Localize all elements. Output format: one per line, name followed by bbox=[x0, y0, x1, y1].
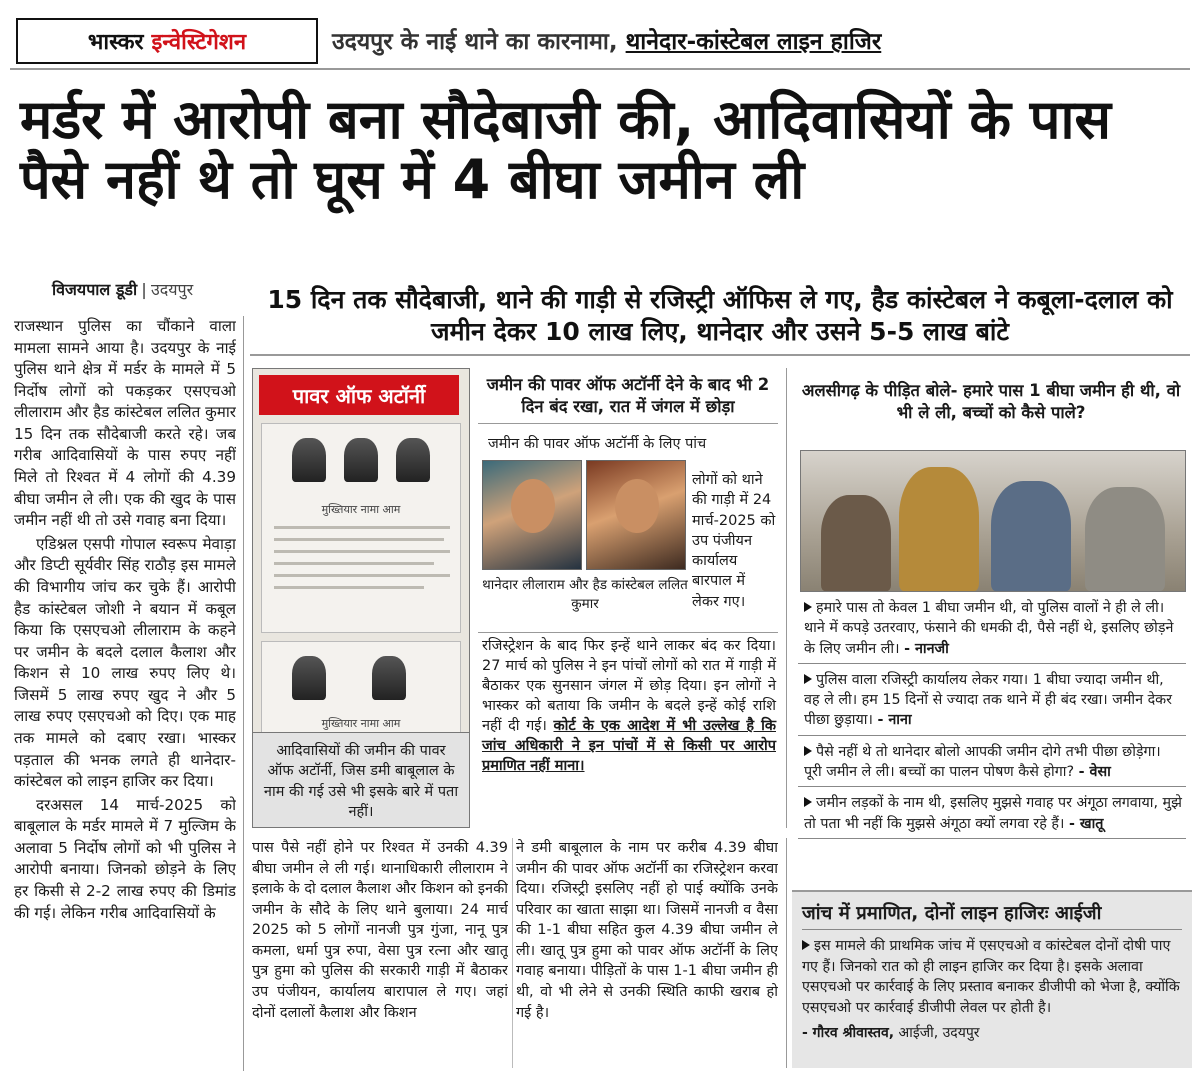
document-page-1 bbox=[261, 423, 461, 633]
byline-city: उदयपुर bbox=[150, 280, 194, 299]
ig-designation: आईजी, उदयपुर bbox=[898, 1024, 980, 1041]
person-figure bbox=[821, 495, 891, 591]
quote-speaker: - नानजी bbox=[904, 640, 949, 657]
column-divider bbox=[786, 368, 787, 828]
subheadline: 15 दिन तक सौदेबाजी, थाने की गाड़ी से रजिस्ट्री ऑफिस ले गए, हैड कांस्टेबल ने कबूला-दलाल को जमीन देकर 10 लाख लिए, थानेदार और उसने 5-5 लाख बांटे bbox=[250, 284, 1190, 356]
side-text: लोगों को थाने की गाड़ी में 24 मार्च-2025 को उप पंजीयन कार्यालय बारपाल में लेकर गए। bbox=[692, 472, 776, 610]
person-figure bbox=[899, 467, 979, 591]
quote-text: हमारे पास तो केवल 1 बीघा जमीन थी, वो पुलिस वालों ने ही ले ली। थाने में कपड़े उतरवाए, फंसाने की धमकी दी, पैसे नहीं थे, इसलिए छोड़ने के लिए जमीन ली। bbox=[804, 600, 1174, 657]
continuation-column: पास पैसे नहीं होने पर रिश्वत में उनकी 4.39 बीघा जमीन ले ली गई। थानाधिकारी लीलाराम ने इलाके के दो दलाल कैलाश और किशन को इनकी जमीन के सौदे के लिए थाने बुलाया। 24 मार्च 2025 को 5 लोगों नानजी पुत्र गुंजा, नानू पुत्र कमला, धर्मा पुत्र रुपा, वेसा पुत्र रत्ना और खातू पुत्र हुमा को पुलिस की सरकारी गाड़ी में बैठाकर उप पंजीयन, कार्यालय बारापाल ले गए। जहां दोनों दलालों कैलाश और किशन bbox=[252, 840, 508, 1021]
kicker-line bbox=[332, 24, 881, 56]
mugshot-photo bbox=[292, 438, 326, 482]
person-figure bbox=[1085, 487, 1165, 591]
byline-author: विजयपाल डूडी bbox=[52, 280, 138, 299]
ig-statement-text: इस मामले की प्राथमिक जांच में एसएचओ व कांस्टेबल दोनों दोषी पाए गए हैं। जिनको रात को ही लाइन हाजिर कर दिया है। इसके अलावा एसएचओ पर कार्रवाई के लिए प्रस्ताव बनाकर डीजीपी को भेजा है, क्योंकि एसएचओ पर कार्रवाई डीजीपी लेवल पर होती है। bbox=[802, 938, 1180, 1017]
ig-name: - गौरव श्रीवास्तव, bbox=[802, 1024, 895, 1041]
bullet-icon bbox=[804, 602, 812, 612]
quote-speaker: - नाना bbox=[877, 712, 912, 729]
mugshot-photo bbox=[344, 438, 378, 482]
column-divider bbox=[243, 316, 244, 1071]
victims-photo bbox=[800, 450, 1186, 592]
court-order-highlight: कोर्ट के एक आदेश में भी उल्लेख है कि जांच अधिकारी ने इन पांचों में से किसी पर आरोप प्रमाणित नहीं माना। bbox=[482, 718, 776, 774]
face bbox=[511, 479, 555, 533]
investigation-brand-box bbox=[16, 18, 318, 64]
headline: मर्डर में आरोपी बना सौदेबाजी की, आदिवासियों के पास पैसे नहीं थे तो घूस में 4 बीघा जमीन ली bbox=[20, 88, 1111, 212]
poa-title: पावर ऑफ अटॉर्नी bbox=[259, 375, 459, 415]
constable-photo bbox=[586, 460, 686, 570]
left-column-body bbox=[14, 316, 236, 1076]
mugshot-photo bbox=[372, 656, 406, 700]
ig-statement-box bbox=[792, 890, 1192, 1068]
bullet-icon bbox=[804, 746, 812, 756]
face bbox=[615, 479, 659, 533]
byline-separator: | bbox=[141, 280, 147, 299]
mugshot-photo bbox=[396, 438, 430, 482]
sho-photo bbox=[482, 460, 582, 570]
quote-text: जमीन लड़कों के नाम थी, इसलिए मुझसे गवाह पर अंगूठा लगवाया, मुझे तो पता भी नहीं कि मुझसे अंगूठा क्यों लगवा रहे हैं। bbox=[804, 795, 1182, 832]
body-paragraph: दरअसल 14 मार्च-2025 को बाबूलाल के मर्डर मामले में 7 मुल्जिम के अलावा 5 निर्दोष लोगों को भी पुलिस ने आरोपी बनाया। जिनको छोड़ने के लिए हर किसी से 2-2 लाख रुपए की डिमांड की गई। लेकिन गरीब आदिवासियों के bbox=[14, 795, 236, 922]
document-line bbox=[274, 526, 450, 529]
brand-series-label: इन्वेस्टिगेशन bbox=[151, 30, 247, 55]
document-line bbox=[274, 586, 424, 589]
kicker-text: उदयपुर के नाई थाने का कारनामा, bbox=[332, 29, 618, 55]
document-heading: मुख्तियार नामा आम bbox=[321, 717, 401, 730]
divider bbox=[478, 632, 778, 633]
person-figure bbox=[991, 481, 1071, 591]
column-divider bbox=[512, 838, 513, 1068]
column-divider bbox=[786, 838, 787, 1068]
quote-item bbox=[798, 791, 1186, 839]
masthead-bar bbox=[10, 10, 1190, 70]
document-heading: मुख्तियार नामा आम bbox=[321, 503, 401, 516]
quote-item bbox=[798, 668, 1186, 736]
document-line bbox=[274, 574, 450, 577]
officer-photos bbox=[480, 460, 690, 630]
section-body-text: रजिस्ट्रेशन के बाद फिर इन्हें थाने लाकर बंद कर दिया। 27 मार्च को पुलिस ने इन पांचों लोगों को रात में गाड़ी में बैठाकर एक सुनसान जंगल में छोड़ दिया। इन लोगों ने भास्कर को बताया कि जमीन के बदले इन्हें कोई राशि नहीं दी गई। bbox=[482, 638, 776, 734]
poa-caption: आदिवासियों की जमीन की पावर ऑफ अटॉर्नी, जिस डमी बाबूलाल के नाम की गई उसे भी इसके बारे में पता नहीं। bbox=[252, 732, 470, 828]
quote-text: पैसे नहीं थे तो थानेदार बोलो आपकी जमीन दोगे तभी पीछा छोड़ेगा। पूरी जमीन ले ली। बच्चों का पालन पोषण कैसे होगा? bbox=[804, 743, 1161, 781]
byline bbox=[52, 278, 193, 300]
ig-statement-body bbox=[802, 936, 1182, 1019]
victims-heading: अलसीगढ़ के पीड़ित बोले- हमारे पास 1 बीघा जमीन ही थी, वो भी ले ली, बच्चों को कैसे पाले? bbox=[801, 381, 1181, 423]
quote-item bbox=[798, 596, 1186, 664]
quote-speaker: - वेसा bbox=[1078, 764, 1111, 781]
continuation-column: ने डमी बाबूलाल के नाम पर करीब 4.39 बीघा जमीन की पावर ऑफ अटॉर्नी का रजिस्ट्रेशन करवा दिया। रजिस्ट्री इसलिए नहीं हो पाई क्योंकि उनके परिवार का खाता साझा था। जिसमें नानजी व वैसा की 1-1 बीघा सहित कुल 4.39 बीघा जमीन ले ली। खातू पुत्र हुमा को पावर ऑफ अटॉर्नी के लिए गवाह बनाया। पीड़ितों के पास 1-1 बीघा जमीन ही थी, वो भी लेने से उनकी स्थिति काफी खराब हो गई है। bbox=[516, 840, 778, 1021]
document-line bbox=[274, 538, 444, 541]
quote-text: पुलिस वाला रजिस्ट्री कार्यालय लेकर गया। 1 बीघा ज्यादा जमीन थी, वह ले ली। हम 15 दिनों से ज्यादा तक थाने में ही बंद रखा। जमीन देकर पीछा छुड़ाया। bbox=[804, 671, 1172, 729]
body-paragraph: एडिश्नल एसपी गोपाल स्वरूप मेवाड़ा और डिप्टी सूर्यवीर सिंह राठौड़ इस मामले की विभागीय जांच कर चुके हैं। आरोपी हैड कांस्टेबल जोशी ने बयान में कबूल किया कि एसएचओ लीलाराम के कहने पर जमीन के बदले दलाल कैलाश और किशन से 10 लाख रुपए लिए थे। जिसमें 5 लाख रुपए खुद ने और 5 लाख रुपए एसएचओ को दिए। एक माह तक मामले को दबाए रखा। भास्कर पड़ताल की भनक लगते ही थानेदार-कांस्टेबल को लाइन हाजिर कर दिया। bbox=[14, 534, 236, 791]
body-paragraph: राजस्थान पुलिस का चौंकाने वाला मामला सामने आया है। उदयपुर के नाई पुलिस थाने क्षेत्र में मर्डर के मामले में 5 निर्दोष लोगों को पकड़कर एसएचओ लीलाराम और हैड कांस्टेबल ललित कुमार 15 दिन तक सौदेबाजी करते रहे। जब गरीब आदिवासियों के पास रुपए नहीं मिले तो रिश्वत में 4 लोगों की 4.39 बीघा जमीन ले ली। एक की खुद के पास जमीन नहीं थी तो उसे गवाह बना दिया। bbox=[14, 317, 236, 530]
section-body bbox=[482, 636, 776, 776]
document-line bbox=[274, 562, 434, 565]
bullet-icon bbox=[802, 940, 810, 950]
document-line bbox=[274, 550, 450, 553]
quote-item bbox=[798, 740, 1186, 788]
ig-statement-title: जांच में प्रमाणित, दोनों लाइन हाजिरः आईजी bbox=[802, 900, 1182, 930]
photo-intro-text: जमीन की पावर ऑफ अटॉर्नी के लिए पांच bbox=[488, 436, 707, 452]
bullet-icon bbox=[804, 797, 812, 807]
ig-signature bbox=[802, 1023, 1182, 1042]
quote-speaker: - खातू bbox=[1068, 815, 1104, 832]
photo-caption: थानेदार लीलाराम और हैड कांस्टेबल ललित कुमार bbox=[482, 577, 688, 612]
section-heading: जमीन की पावर ऑफ अटॉर्नी देने के बाद भी 2 दिन बंद रखा, रात में जंगल में छोड़ा bbox=[478, 374, 778, 424]
bullet-icon bbox=[804, 674, 812, 684]
victim-quotes bbox=[798, 596, 1186, 843]
kicker-underlined-text: थानेदार-कांस्टेबल लाइन हाजिर bbox=[625, 29, 882, 55]
mugshot-photo bbox=[292, 656, 326, 700]
brand-label: भास्कर bbox=[87, 30, 144, 55]
